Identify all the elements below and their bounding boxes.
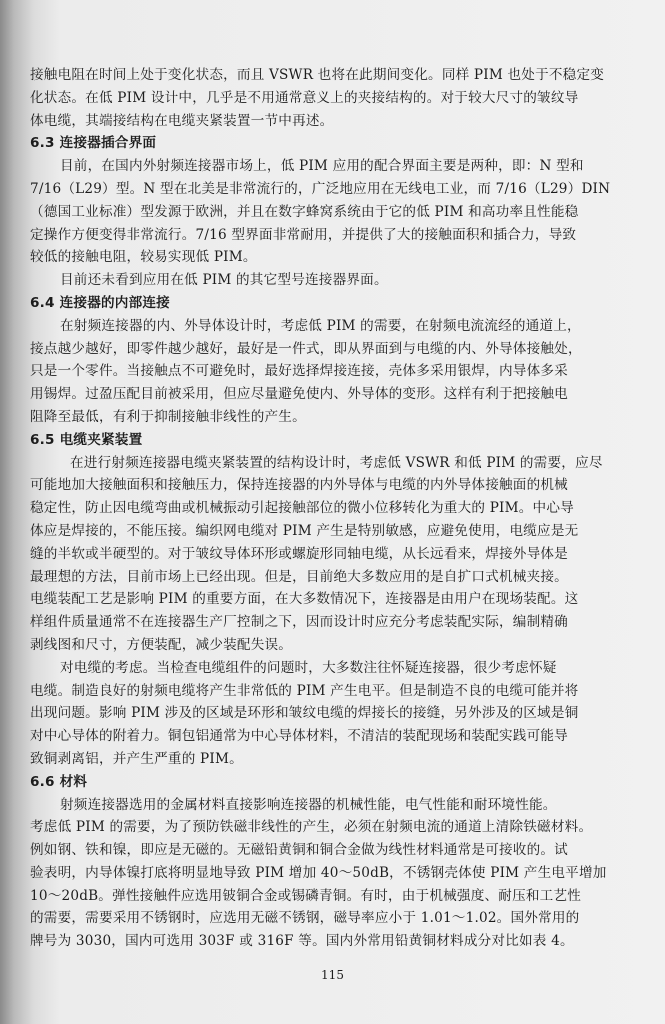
text-line: 的需要，需要采用不锈钢时，应选用无磁不锈钢，磁导率应小于 1.01～1.02。国外常用的 — [30, 910, 580, 927]
text-line: 体应是焊接的，不能压接。编织网电缆对 PIM 产生是特别敏感，应避免使用，电缆应是无 — [30, 522, 579, 539]
para-intro — [30, 64, 630, 132]
para-6-5-b — [30, 657, 630, 771]
heading-6-6: 6.6 材料 — [30, 773, 88, 790]
text-line: 10～20dB。弹性接触件应选用铍铜合金或锡磷青铜。有时，由于机械强度、耐压和工艺性 — [30, 887, 582, 904]
text-line: 在射频连接器的内、外导体设计时，考虑低 PIM 的需要，在射频电流流经的通道上， — [60, 317, 581, 334]
page-number: 115 — [321, 968, 344, 982]
text-line: 接触电阻在时间上处于变化状态，而且 VSWR 也将在此期间变化。同样 PIM 也处于不稳定变 — [30, 67, 605, 83]
text-line: 缝的半软或半硬型的。对于皱纹导体环形或螺旋形同轴电缆，从长远看来，焊接外导体是 — [30, 545, 568, 562]
para-6-3-b — [30, 269, 630, 292]
text-line: 阻降至最低，有利于抑制接触非线性的产生。 — [30, 408, 306, 425]
text-line: 射频连接器选用的金属材料直接影响连接器的机械性能，电气性能和耐环境性能。 — [60, 796, 557, 813]
para-6-6 — [30, 794, 630, 954]
heading-6-5: 6.5 电缆夹紧装置 — [30, 431, 143, 448]
heading-6-3: 6.3 连接器插合界面 — [30, 135, 157, 152]
text-line: 用锡焊。过盈压配目前被采用，但应尽量避免使内、外导体的变形。这样有利于把接触电 — [30, 386, 568, 403]
text-line: 只是一个零件。当接触点不可避免时，最好选择焊接连接，壳体多采用银焊，内导体多采 — [30, 363, 568, 380]
text-line: 定操作方便变得非常流行。7/16 型界面非常耐用，并提供了大的接触面积和插合力，导致 — [30, 226, 577, 243]
text-line: 电缆装配工艺是影响 PIM 的重要方面，在大多数情况下，连接器是由用户在现场装配。这 — [30, 591, 579, 608]
para-6-4 — [30, 315, 630, 429]
text-line: 较低的接触电阻，较易实现低 PIM。 — [30, 249, 257, 266]
text-line: 对中心导体的附着力。铜包铝通常为中心导体材料，不清洁的装配现场和装配实践可能导 — [30, 728, 568, 745]
text-line: 接点越少越好，即零件越少越好，最好是一件式，即从界面到与电缆的内、外导体接触处， — [30, 340, 582, 357]
text-line: 可能地加大接触面积和接触压力，保持连接器的内外导体与电缆的内外导体接触面的机械 — [30, 477, 568, 494]
document-body — [30, 64, 630, 953]
text-line: 对电缆的考虑。当检查电缆组件的问题时，大多数注往怀疑连接器，很少考虑怀疑 — [60, 659, 557, 676]
text-line: 牌号为 3030，国内可选用 303F 或 316F 等。国内外常用铅黄铜材料成分对比如表 4。 — [30, 933, 574, 950]
text-line: 剥线图和尺寸，方便装配，减少装配失误。 — [30, 636, 293, 653]
text-line: 稳定性，防止因电缆弯曲或机械振动引起接触部位的微小位移转化为重大的 PIM。中心导 — [30, 500, 574, 517]
text-line: 7/16（L29）型。N 型在北美是非常流行的，广泛地应用在无线电工业，而 7/16（L29）DIN — [30, 180, 611, 197]
para-6-3-a — [30, 155, 630, 269]
text-line: 致铜剥离铝，并产生严重的 PIM。 — [30, 750, 243, 767]
text-line: 考虑低 PIM 的需要，为了预防铁磁非线性的产生，必须在射频电流的通道上清除铁磁材料。 — [30, 819, 593, 836]
text-line: 例如钢、铁和镍，即应是无磁的。无磁铅黄铜和铜合金做为线性材料通常是可接收的。试 — [30, 842, 568, 859]
text-line: 电缆。制造良好的射频电缆将产生非常低的 PIM 产生电平。但是制造不良的电缆可能并将 — [30, 682, 579, 699]
para-6-5-a — [30, 452, 630, 657]
text-line: 目前还未看到应用在低 PIM 的其它型号连接器界面。 — [60, 272, 388, 289]
text-line: 验表明，内导体镍打底将明显地导致 PIM 增加 40～50dB，不锈钢壳体使 PIM 产生电平增加 — [30, 864, 607, 881]
text-line: （德国工业标准）型发源于欧洲，并且在数字蜂窝系统由于它的低 PIM 和高功率且性能稳 — [30, 203, 579, 220]
text-line: 最理想的方法，目前市场上已经出现。但是，目前绝大多数应用的是自扩口式机械夹接。 — [30, 568, 568, 585]
text-line: 化状态。在低 PIM 设计中，几乎是不用通常意义上的夹接结构的。对于较大尺寸的皱纹导 — [30, 89, 579, 106]
text-line: 出现问题。影响 PIM 涉及的区域是环形和皱纹电缆的焊接长的接缝，另外涉及的区域是铜 — [30, 705, 579, 722]
text-line: 在进行射频连接器电缆夹紧装置的结构设计时，考虑低 VSWR 和低 PIM 的需要，应尽 — [70, 454, 603, 471]
text-line: 样组件质量通常不在连接器生产厂控制之下，因而设计时应充分考虑装配实际，编制精确 — [30, 614, 568, 631]
text-line: 目前，在国内外射频连接器市场上，低 PIM 应用的配合界面主要是两种，即：N 型和 — [60, 158, 584, 175]
text-line: 体电缆，其端接结构在电缆夹紧装置一节中再述。 — [30, 112, 334, 129]
heading-6-4: 6.4 连接器的内部连接 — [30, 294, 170, 311]
